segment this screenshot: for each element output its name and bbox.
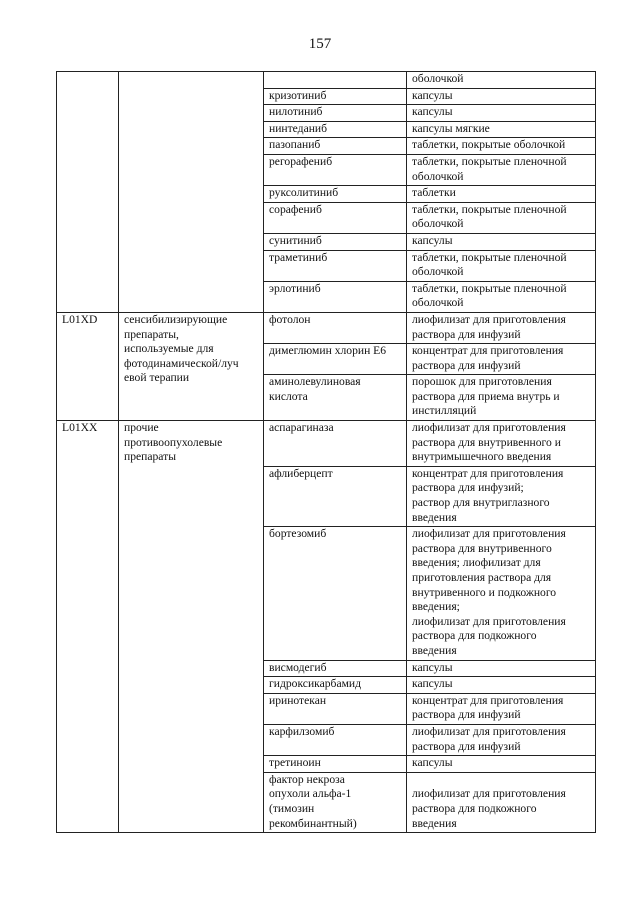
drug-name-cell: нинтеданиб bbox=[264, 121, 407, 138]
pharmacological-group-cell: сенсибилизирующие препараты, используемые для фотодинамической/луч евой терапии bbox=[119, 312, 264, 420]
atc-code-cell: L01XX bbox=[57, 421, 119, 833]
drug-name-cell: димеглюмин хлорин Е6 bbox=[264, 344, 407, 375]
table-body bbox=[57, 72, 596, 833]
drug-name-cell: руксолитиниб bbox=[264, 186, 407, 203]
drug-table bbox=[56, 71, 596, 833]
drug-name-cell: сорафениб bbox=[264, 202, 407, 233]
dosage-form-cell: таблетки, покрытые пленочной оболочкой bbox=[407, 202, 596, 233]
drug-name-cell: кризотиниб bbox=[264, 88, 407, 105]
dosage-form-cell: капсулы bbox=[407, 660, 596, 677]
dosage-form-cell: таблетки, покрытые оболочкой bbox=[407, 138, 596, 155]
dosage-form-cell: концентрат для приготовления раствора для инфузий bbox=[407, 344, 596, 375]
drug-name-cell: эрлотиниб bbox=[264, 281, 407, 312]
drug-name-cell: гидроксикарбамид bbox=[264, 677, 407, 694]
dosage-form-cell: лиофилизат для приготовления раствора для внутривенного и внутримышечного введения bbox=[407, 421, 596, 467]
dosage-form-cell: таблетки, покрытые пленочной оболочкой bbox=[407, 250, 596, 281]
atc-code-cell bbox=[57, 72, 119, 313]
drug-name-cell: аминолевулиновая кислота bbox=[264, 375, 407, 421]
drug-name-cell: фактор некроза опухоли альфа-1 (тимозин рекомбинантный) bbox=[264, 772, 407, 832]
table-row bbox=[57, 72, 596, 89]
dosage-form-cell: лиофилизат для приготовления раствора для инфузий bbox=[407, 724, 596, 755]
pharmacological-group-cell: прочие противоопухолевые препараты bbox=[119, 421, 264, 833]
drug-name-cell: афлиберцепт bbox=[264, 466, 407, 526]
drug-name-cell: нилотиниб bbox=[264, 105, 407, 122]
drug-name-cell: траметиниб bbox=[264, 250, 407, 281]
drug-name-cell: третиноин bbox=[264, 756, 407, 773]
table-row bbox=[57, 421, 596, 467]
drug-name-cell bbox=[264, 72, 407, 89]
dosage-form-cell: капсулы bbox=[407, 88, 596, 105]
dosage-form-cell: оболочкой bbox=[407, 72, 596, 89]
dosage-form-cell: таблетки bbox=[407, 186, 596, 203]
dosage-form-cell: лиофилизат для приготовления раствора для инфузий bbox=[407, 312, 596, 343]
drug-name-cell: иринотекан bbox=[264, 693, 407, 724]
dosage-form-cell: концентрат для приготовления раствора для инфузий; раствор для внутриглазного введения bbox=[407, 466, 596, 526]
drug-name-cell: висмодегиб bbox=[264, 660, 407, 677]
drug-name-cell: сунитиниб bbox=[264, 233, 407, 250]
dosage-form-cell: концентрат для приготовления раствора для инфузий bbox=[407, 693, 596, 724]
table-row bbox=[57, 312, 596, 343]
dosage-form-cell: таблетки, покрытые пленочной оболочкой bbox=[407, 154, 596, 185]
drug-name-cell: фотолон bbox=[264, 312, 407, 343]
drug-name-cell: регорафениб bbox=[264, 154, 407, 185]
pharmacological-group-cell bbox=[119, 72, 264, 313]
drug-name-cell: бортезомиб bbox=[264, 527, 407, 660]
dosage-form-cell: лиофилизат для приготовления раствора для подкожного введения bbox=[407, 772, 596, 832]
dosage-form-cell: лиофилизат для приготовления раствора для внутривенного введения; лиофилизат для приготовления раствора для внутривенного и подкожного введения; лиофилизат для приготовления раствора для подкожного введения bbox=[407, 527, 596, 660]
dosage-form-cell: капсулы bbox=[407, 756, 596, 773]
drug-name-cell: пазопаниб bbox=[264, 138, 407, 155]
atc-code-cell: L01XD bbox=[57, 312, 119, 420]
dosage-form-cell: порошок для приготовления раствора для приема внутрь и инстилляций bbox=[407, 375, 596, 421]
drug-name-cell: карфилзомиб bbox=[264, 724, 407, 755]
dosage-form-cell: таблетки, покрытые пленочной оболочкой bbox=[407, 281, 596, 312]
drug-name-cell: аспарагиназа bbox=[264, 421, 407, 467]
page-number: 157 bbox=[308, 36, 332, 52]
dosage-form-cell: капсулы bbox=[407, 677, 596, 694]
dosage-form-cell: капсулы bbox=[407, 233, 596, 250]
dosage-form-cell: капсулы bbox=[407, 105, 596, 122]
dosage-form-cell: капсулы мягкие bbox=[407, 121, 596, 138]
